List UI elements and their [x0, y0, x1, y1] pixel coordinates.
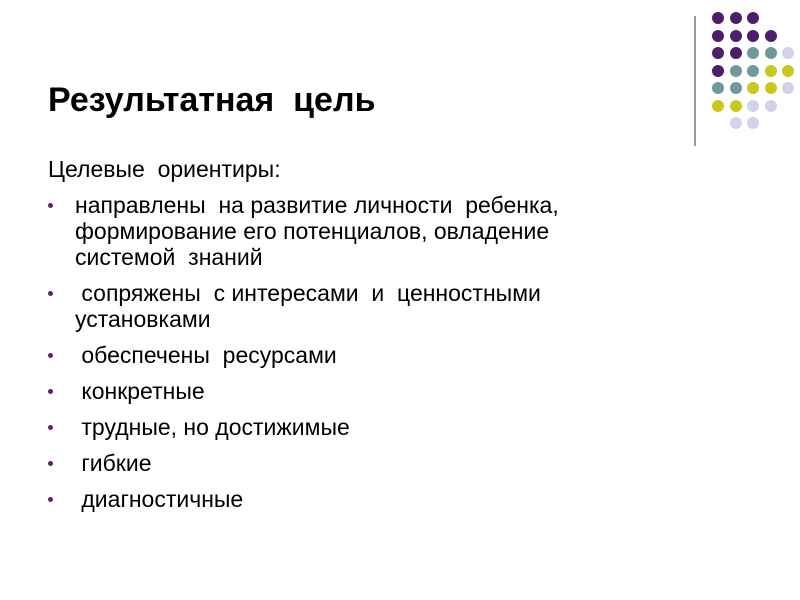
bullet-text: гибкие	[75, 450, 152, 476]
bullet-text: диагностичные	[75, 486, 244, 512]
bullet-dot-icon	[48, 425, 53, 430]
bullet-text: сопряжены с интересами и ценностными установками	[75, 280, 541, 332]
decorative-dot-icon	[765, 65, 777, 77]
bullet-dot-icon	[48, 389, 53, 394]
decorative-dot-icon	[782, 82, 794, 94]
bullet-text: конкретные	[75, 378, 205, 404]
decorative-dot-icon	[730, 12, 742, 24]
bullet-item	[48, 486, 748, 512]
decorative-dot-icon	[712, 47, 724, 59]
decorative-dot-icon	[712, 65, 724, 77]
bullet-text: трудные, но достижимые	[75, 414, 350, 440]
decorative-dot-icon	[712, 100, 724, 112]
bullet-text: обеспечены ресурсами	[75, 342, 337, 368]
bullet-dot-icon	[48, 291, 53, 296]
decorative-dot-icon	[730, 65, 742, 77]
bullet-dot-icon	[48, 353, 53, 358]
decorative-dot-icon	[765, 47, 777, 59]
bullet-item	[48, 414, 748, 440]
decorative-dot-icon	[765, 30, 777, 42]
bullet-list	[48, 192, 748, 512]
bullet-text: направлены на развитие личности ребенка, формирование его потенциалов, овладение системой знаний	[75, 192, 559, 270]
decorative-dot-icon	[730, 82, 742, 94]
decorative-dot-icon	[747, 12, 759, 24]
decorative-dot-icon	[712, 82, 724, 94]
bullet-dot-icon	[48, 203, 53, 208]
bullet-item	[48, 450, 748, 476]
slide-body	[48, 155, 748, 522]
bullet-dot-icon	[48, 497, 53, 502]
decorative-dot-icon	[730, 100, 742, 112]
decorative-dot-icon	[712, 12, 724, 24]
decorative-dot-icon	[765, 100, 777, 112]
vertical-divider	[694, 16, 696, 146]
decorative-dot-icon	[765, 82, 777, 94]
decorative-dot-icon	[747, 82, 759, 94]
bullet-item	[48, 192, 748, 270]
decorative-dot-icon	[782, 65, 794, 77]
bullet-item	[48, 342, 748, 368]
bullet-dot-icon	[48, 461, 53, 466]
decorative-dot-icon	[730, 30, 742, 42]
decorative-dot-icon	[747, 30, 759, 42]
bullet-item	[48, 378, 748, 404]
decorative-dot-icon	[747, 47, 759, 59]
intro-text: Целевые ориентиры:	[48, 156, 281, 182]
slide-title: Результатная цель	[48, 81, 376, 119]
decorative-dot-icon	[730, 117, 742, 129]
bullet-item	[48, 280, 748, 332]
decorative-dot-icon	[712, 30, 724, 42]
decorative-dot-icon	[782, 47, 794, 59]
decorative-dot-icon	[747, 100, 759, 112]
decorative-dot-icon	[747, 117, 759, 129]
decorative-dot-icon	[747, 65, 759, 77]
decorative-dot-icon	[730, 47, 742, 59]
